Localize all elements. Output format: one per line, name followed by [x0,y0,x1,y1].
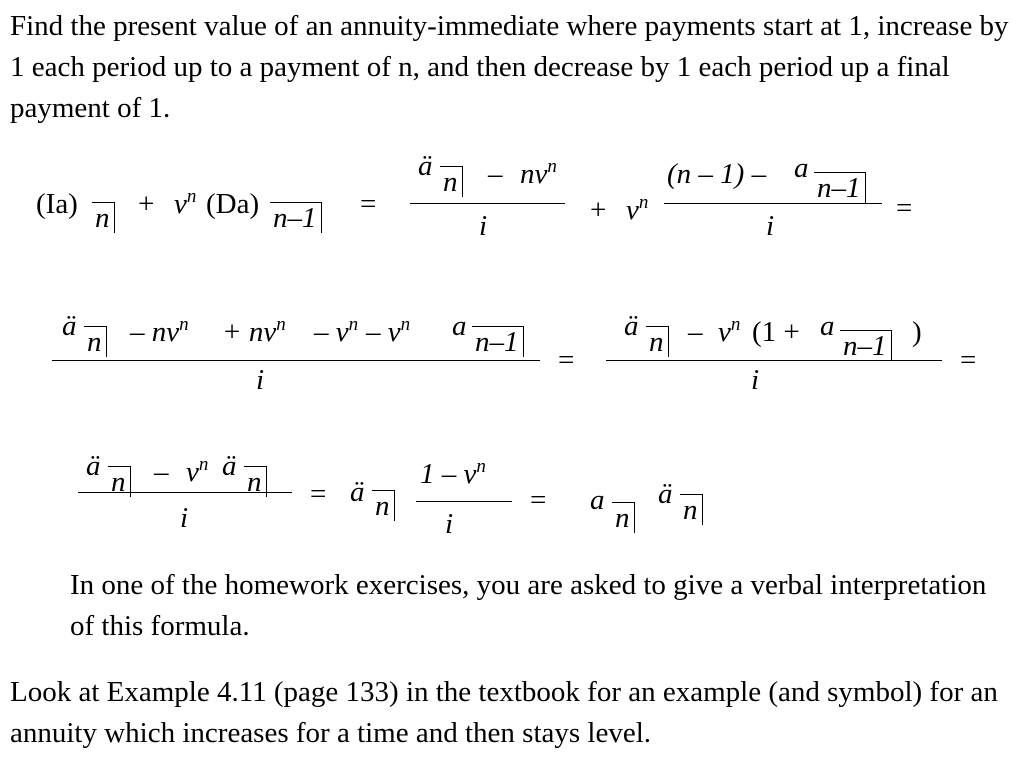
homework-remark: In one of the homework exercises, you are asked to give a verbal interpretation of this formula. [70,569,987,642]
a-symbol: a [590,484,605,516]
fraction-bar [664,203,882,204]
v-power-n: $v^n$ [174,186,197,220]
equals-sign: = [530,484,547,516]
v-power-n: $v^n$ [626,192,649,226]
angle-n-minus-1: n–1 [840,330,892,361]
minus-sign: – [488,158,503,190]
angle-n-minus-1: n–1 [270,202,322,233]
angle-n: n [84,326,107,357]
one-minus-v-power-n: $1 - v^n$ [420,456,486,490]
angle-n-minus-1: n–1 [814,172,866,203]
nv-power-n: $nv^n$ [520,156,557,190]
plus-nv-power-n: + $nv^n$ [222,314,286,348]
equals-sign: = [960,344,977,376]
a-symbol: a [794,152,809,184]
angle-n: n [680,494,703,525]
minus-sign: – [154,456,169,488]
fraction-bar [606,360,942,361]
equals-sign: = [360,188,377,220]
a-double-dot: ä [62,310,77,342]
fraction-bar [410,203,565,204]
angle-n: n [440,166,463,197]
equals-sign: = [558,344,575,376]
a-double-dot: ä [658,478,673,510]
v-power-n: $v^n$ [186,454,209,488]
ia-symbol: (Ia) [36,188,78,220]
v-power-n: $v^n$ [718,314,741,348]
n-minus-1-term: (n – 1) – [667,158,767,190]
denominator-i: i [445,508,454,540]
problem-statement: Find the present value of an annuity-immediate where payments start at 1, increase by 1 each period up to a payment of n, and then decrease by 1 each period up a final payment of 1. [10,10,1009,124]
angle-n: n [612,502,635,533]
one-plus: (1 + [752,316,800,348]
angle-n: n [244,466,267,497]
denominator-i: i [479,210,488,242]
a-double-dot: ä [86,450,101,482]
denominator-i: i [256,364,265,396]
da-symbol: (Da) [206,188,260,220]
a-double-dot: ä [418,150,433,182]
denominator-i: i [766,210,775,242]
minus-v-power-n: – $v^n$ [314,314,359,348]
a-symbol: a [820,310,835,342]
plus-sign: + [138,188,155,220]
angle-n-minus-1: n–1 [472,326,524,357]
a-symbol: a [452,310,467,342]
a-double-dot: ä [350,476,365,508]
minus-sign: – [688,316,703,348]
angle-n: n [646,326,669,357]
denominator-i: i [180,502,189,534]
fraction-bar [78,492,292,493]
fraction-bar [416,501,512,502]
denominator-i: i [751,364,760,396]
fraction-bar [52,360,540,361]
equals-sign: = [896,192,913,224]
textbook-reference: Look at Example 4.11 (page 133) in the textbook for an example (and symbol) for an annuity which increases for a time and then stays level. [10,676,998,749]
a-double-dot: ä [222,450,237,482]
close-paren: ) [912,316,922,348]
equals-sign: = [310,478,327,510]
angle-n: n [108,466,131,497]
a-double-dot: ä [624,310,639,342]
minus-v-power-n: – $v^n$ [366,314,411,348]
angle-n: n [92,202,115,233]
minus-nv-power-n: – $nv^n$ [130,314,189,348]
angle-n: n [372,490,395,521]
plus-sign: + [590,194,607,226]
